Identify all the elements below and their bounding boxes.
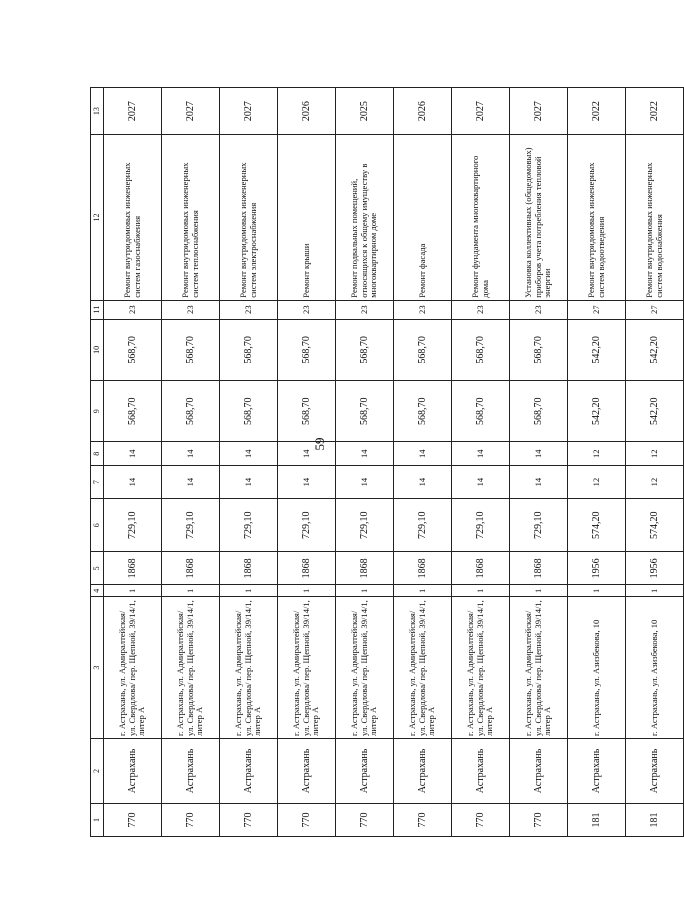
cell-city: Астрахань: [394, 738, 452, 803]
cell-col4: 1: [510, 585, 568, 597]
cell-col7: 14: [220, 466, 278, 499]
cell-work-type: Ремонт внутридомовых инженерных систем водоотведения: [568, 135, 626, 300]
column-number-row: [91, 88, 104, 837]
cell-col7: 14: [452, 466, 510, 499]
cell-col11: 27: [568, 300, 626, 319]
cell-col8: 12: [568, 442, 626, 466]
cell-col4: 1: [452, 585, 510, 597]
cell-col11: 23: [394, 300, 452, 319]
cell-col7: 14: [510, 466, 568, 499]
cell-col8: 14: [452, 442, 510, 466]
cell-col10: 568,70: [336, 319, 394, 380]
table-row: [162, 88, 220, 837]
cell-planned-year: 2027: [220, 88, 278, 135]
table-row: [220, 88, 278, 837]
cell-col7: 12: [626, 466, 684, 499]
cell-object-id: 770: [394, 803, 452, 836]
cell-total-area: 729,10: [162, 499, 220, 552]
cell-col10: 568,70: [104, 319, 162, 380]
cell-col8: 14: [104, 442, 162, 466]
column-number-cell: 10: [91, 319, 104, 380]
cell-col9: 542,20: [626, 381, 684, 442]
cell-city: Астрахань: [568, 738, 626, 803]
cell-object-id: 770: [104, 803, 162, 836]
cell-year-built: 1868: [278, 552, 336, 585]
column-number-cell: 8: [91, 442, 104, 466]
cell-work-type: Ремонт крыши: [278, 135, 336, 300]
cell-year-built: 1956: [568, 552, 626, 585]
cell-work-type: Ремонт фундамента многоквартирного дома: [452, 135, 510, 300]
page-number: 59: [312, 437, 327, 451]
column-number-cell: 3: [91, 597, 104, 739]
cell-planned-year: 2027: [104, 88, 162, 135]
cell-col9: 568,70: [394, 381, 452, 442]
rotated-table-wrapper: [90, 87, 664, 837]
cell-work-type: Ремонт внутридомовых инженерных систем электроснабжения: [220, 135, 278, 300]
cell-year-built: 1956: [626, 552, 684, 585]
column-number-cell: 12: [91, 135, 104, 300]
cell-year-built: 1868: [104, 552, 162, 585]
cell-col4: 1: [278, 585, 336, 597]
table-row: [336, 88, 394, 837]
cell-col11: 23: [104, 300, 162, 319]
cell-object-id: 770: [336, 803, 394, 836]
cell-col9: 568,70: [278, 381, 336, 442]
cell-work-type: Ремонт внутридомовых инженерных систем водоснабжения: [626, 135, 684, 300]
cell-address: г. Астрахань, ул. Адмиралтейская/ ул. Свердлова/ пер. Щепной, 39/14/1, литер А: [336, 597, 394, 739]
cell-address: г. Астрахань, ул. Азизбекова, 10: [626, 597, 684, 739]
cell-col7: 14: [162, 466, 220, 499]
cell-col4: 1: [220, 585, 278, 597]
cell-col8: 14: [510, 442, 568, 466]
cell-year-built: 1868: [510, 552, 568, 585]
cell-col10: 568,70: [394, 319, 452, 380]
cell-total-area: 729,10: [452, 499, 510, 552]
table-row: [278, 88, 336, 837]
cell-col11: 27: [626, 300, 684, 319]
cell-object-id: 770: [452, 803, 510, 836]
cell-col10: 568,70: [510, 319, 568, 380]
cell-work-type: Ремонт внутридомовых инженерных систем газоснабжения: [104, 135, 162, 300]
column-number-cell: 1: [91, 803, 104, 836]
cell-col8: 14: [336, 442, 394, 466]
cell-col4: 1: [626, 585, 684, 597]
cell-work-type: Ремонт фасада: [394, 135, 452, 300]
cell-work-type: Ремонт внутридомовых инженерных систем теплоснабжения: [162, 135, 220, 300]
cell-total-area: 574,20: [568, 499, 626, 552]
cell-city: Астрахань: [452, 738, 510, 803]
cell-col7: 14: [104, 466, 162, 499]
cell-address: г. Астрахань, ул. Адмиралтейская/ ул. Свердлова/ пер. Щепной, 39/14/1, литер А: [104, 597, 162, 739]
cell-col10: 568,70: [278, 319, 336, 380]
cell-address: г. Астрахань, ул. Адмиралтейская/ ул. Свердлова/ пер. Щепной, 39/14/1, литер А: [278, 597, 336, 739]
cell-col10: 568,70: [452, 319, 510, 380]
cell-planned-year: 2025: [336, 88, 394, 135]
cell-col11: 23: [336, 300, 394, 319]
cell-col4: 1: [104, 585, 162, 597]
table-row: [568, 88, 626, 837]
cell-col10: 542,20: [626, 319, 684, 380]
cell-address: г. Астрахань, ул. Адмиралтейская/ ул. Свердлова/ пер. Щепной, 39/14/1, литер А: [162, 597, 220, 739]
cell-col9: 568,70: [220, 381, 278, 442]
cell-col11: 23: [510, 300, 568, 319]
cell-object-id: 770: [162, 803, 220, 836]
cell-col8: 14: [162, 442, 220, 466]
table-row: [452, 88, 510, 837]
cell-col7: 12: [568, 466, 626, 499]
cell-col7: 14: [278, 466, 336, 499]
cell-col4: 1: [394, 585, 452, 597]
cell-work-type: Установка коллективных (общедомовых) приборов учета потребления тепловой энергии: [510, 135, 568, 300]
column-number-cell: 2: [91, 738, 104, 803]
cell-planned-year: 2027: [452, 88, 510, 135]
cell-planned-year: 2027: [510, 88, 568, 135]
cell-col4: 1: [336, 585, 394, 597]
cell-total-area: 729,10: [220, 499, 278, 552]
cell-col10: 568,70: [162, 319, 220, 380]
column-number-cell: 4: [91, 585, 104, 597]
cell-address: г. Астрахань, ул. Адмиралтейская/ ул. Свердлова/ пер. Щепной, 39/14/1, литер А: [452, 597, 510, 739]
cell-col9: 568,70: [336, 381, 394, 442]
cell-col11: 23: [278, 300, 336, 319]
column-number-cell: 13: [91, 88, 104, 135]
cell-year-built: 1868: [336, 552, 394, 585]
cell-planned-year: 2026: [278, 88, 336, 135]
cell-planned-year: 2026: [394, 88, 452, 135]
cell-address: г. Астрахань, ул. Азизбекова, 10: [568, 597, 626, 739]
cell-col9: 542,20: [568, 381, 626, 442]
cell-year-built: 1868: [394, 552, 452, 585]
cell-object-id: 770: [220, 803, 278, 836]
cell-total-area: 729,10: [394, 499, 452, 552]
column-number-cell: 9: [91, 381, 104, 442]
cell-city: Астрахань: [104, 738, 162, 803]
cell-city: Астрахань: [626, 738, 684, 803]
cell-col7: 14: [394, 466, 452, 499]
cell-planned-year: 2022: [568, 88, 626, 135]
cell-col4: 1: [162, 585, 220, 597]
cell-city: Астрахань: [162, 738, 220, 803]
cell-city: Астрахань: [336, 738, 394, 803]
cell-col9: 568,70: [162, 381, 220, 442]
column-number-cell: 7: [91, 466, 104, 499]
cell-object-id: 181: [568, 803, 626, 836]
table-row: [394, 88, 452, 837]
cell-col8: 14: [394, 442, 452, 466]
cell-city: Астрахань: [510, 738, 568, 803]
cell-object-id: 181: [626, 803, 684, 836]
cell-col8: 14: [220, 442, 278, 466]
table-row: [510, 88, 568, 837]
cell-col8: 14: [278, 442, 336, 466]
cell-col7: 14: [336, 466, 394, 499]
column-number-cell: 11: [91, 300, 104, 319]
cell-total-area: 729,10: [278, 499, 336, 552]
capital-repair-table: [90, 87, 684, 837]
cell-col11: 23: [162, 300, 220, 319]
cell-year-built: 1868: [452, 552, 510, 585]
cell-address: г. Астрахань, ул. Адмиралтейская/ ул. Свердлова/ пер. Щепной, 39/14/1, литер А: [394, 597, 452, 739]
cell-col9: 568,70: [104, 381, 162, 442]
table-row: [104, 88, 162, 837]
cell-work-type: Ремонт подвальных помещений, относящихся к общему имуществу в многоквартирном доме: [336, 135, 394, 300]
cell-col9: 568,70: [510, 381, 568, 442]
table-row: [626, 88, 684, 837]
cell-year-built: 1868: [220, 552, 278, 585]
cell-address: г. Астрахань, ул. Адмиралтейская/ ул. Свердлова/ пер. Щепной, 39/14/1, литер А: [220, 597, 278, 739]
cell-total-area: 729,10: [104, 499, 162, 552]
cell-total-area: 729,10: [336, 499, 394, 552]
column-number-cell: 6: [91, 499, 104, 552]
cell-col10: 542,20: [568, 319, 626, 380]
cell-col8: 12: [626, 442, 684, 466]
cell-col10: 568,70: [220, 319, 278, 380]
cell-planned-year: 2022: [626, 88, 684, 135]
cell-object-id: 770: [278, 803, 336, 836]
cell-col9: 568,70: [452, 381, 510, 442]
cell-address: г. Астрахань, ул. Адмиралтейская/ ул. Свердлова/ пер. Щепной, 39/14/1, литер А: [510, 597, 568, 739]
column-number-cell: 5: [91, 552, 104, 585]
cell-total-area: 574,20: [626, 499, 684, 552]
cell-col11: 23: [452, 300, 510, 319]
cell-city: Астрахань: [278, 738, 336, 803]
cell-total-area: 729,10: [510, 499, 568, 552]
cell-col11: 23: [220, 300, 278, 319]
cell-object-id: 770: [510, 803, 568, 836]
cell-city: Астрахань: [220, 738, 278, 803]
cell-planned-year: 2027: [162, 88, 220, 135]
cell-year-built: 1868: [162, 552, 220, 585]
cell-col4: 1: [568, 585, 626, 597]
